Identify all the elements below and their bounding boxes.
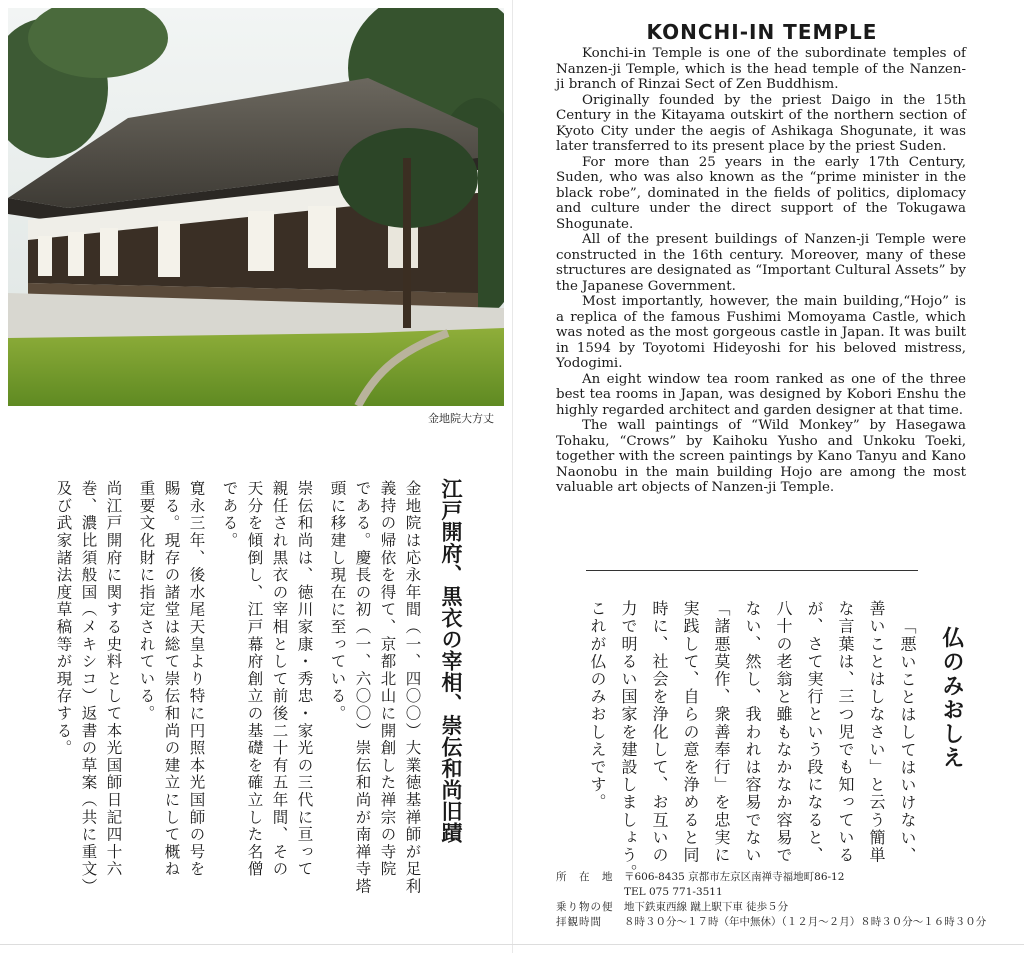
address-label: 所 在 地 (556, 871, 614, 883)
history-column-3: である。慶長の初（一、六〇〇）崇伝和尚が南禅寺塔 (353, 480, 372, 896)
history-column-10: 賜る。現存の諸堂は総て崇伝和尚の建立にして概ね (162, 480, 181, 878)
teaching-column-7: 「諸悪莫作、衆善奉行」を忠実に (712, 600, 731, 864)
teaching-title: 仏のみおしえ (939, 626, 964, 770)
telephone-value: TEL 075 771-3511 (624, 886, 723, 898)
section-divider (586, 570, 918, 571)
teaching-column-10: 力で明るい国家を建設しましょう。 (619, 600, 638, 882)
history-column-12: 尚江戸開府に関する史料として本光国師日記四十六 (104, 480, 123, 878)
history-column-5: 崇伝和尚は、徳川家康・秀忠・家光の三代に亘って (295, 480, 314, 878)
english-paragraph-5: Most importantly, however, the main building,“Hojo” is a replica of the famous Fushimi Momoyama Castle, which was noted as the most gorgeous castle in Japan. It was built in 1594 by Toyotomi Hideyoshi for his beloved mistress, Yodogimi. (556, 294, 966, 371)
history-title: 江戸開府、黒衣の宰相、崇伝和尚旧蹟 (439, 478, 463, 844)
hours-value: ８時３０分～１７時（年中無休）（１２月～２月）８時３０分～１６時３０分 (624, 916, 987, 928)
history-column-2: 義持の帰依を得て、京都北山に開創した禅宗の寺院 (378, 480, 397, 878)
teaching-column-8: 実践して、自らの意を浄めると同 (681, 600, 700, 864)
history-column-9: 寛永三年、後水尾天皇より特に円照本光国師の号を (187, 480, 206, 878)
address-value: 〒606-8435 京都市左京区南禅寺福地町86-12 (624, 871, 845, 883)
english-paragraph-6: An eight window tea room ranked as one of the three best tea rooms in Japan, was designed by Kobori Enshu the highly regarded architect and garden designer at that time. (556, 371, 966, 418)
english-title: KONCHI-IN TEMPLE (646, 20, 878, 44)
history-column-11: 重要文化財に指定されている。 (137, 480, 156, 723)
teaching-column-3: な言葉は、三つ児でも知っている (836, 600, 855, 864)
teaching-column-4: が、さて実行という段になると、 (805, 600, 824, 864)
teaching-column-2: 善いことはしなさい」と云う簡単 (867, 600, 886, 864)
history-column-13: 巻、濃比須般国（メキシコ）返書の草案（共に重文） (79, 480, 98, 896)
bottom-edge (0, 944, 1024, 945)
history-column-1: 金地院は応永年間（一、四〇〇）大業徳基禅師が足利 (403, 480, 422, 896)
history-column-7: 天分を傾倒し、江戸幕府創立の基礎を確立した名僧 (245, 480, 264, 878)
history-column-8: である。 (220, 480, 239, 550)
english-paragraph-3: For more than 25 years in the early 17th Century, Suden, who was also known as the “prime minister in the black robe”, dominated in the fields of politics, diplomacy and culture under the direct support of the Tokugawa Shogunate. (556, 154, 966, 232)
history-column-4: 頭に移建し現在に至っている。 (328, 480, 347, 723)
teaching-column-1: 「悪いことはしてはいけない、 (898, 618, 917, 865)
access-value: 地下鉄東西線 蹴上駅下車 徒歩５分 (624, 901, 789, 913)
english-paragraph-7: The wall paintings of “Wild Monkey” by Hasegawa Tohaku, “Crows” by Kaihoku Yusho and Unkoku Toeki, together with the screen paintings by Kano Tanyu and Kano Naonobu in the main building Hojo are among the most valuable art objects of Nanzen-ji Temple. (556, 418, 966, 495)
english-paragraph-4: All of the present buildings of Nanzen-ji Temple were constructed in the 16th century. Moreover, many of these structures are designated as “Important Cultural Assets” by the Japanese Government. (556, 232, 966, 294)
photo-caption: 金地院大方丈 (428, 412, 494, 425)
temple-photo (8, 8, 504, 406)
history-column-14: 及び武家諸法度草稿等が現存する。 (54, 480, 73, 757)
teaching-column-6: ない、然し、我われは容易でない (743, 600, 762, 864)
teaching-column-5: 八十の老翁と雖もなかなか容易で (774, 600, 793, 864)
english-body (556, 46, 966, 496)
center-fold (512, 0, 513, 953)
hours-label: 拝観時間 (556, 916, 602, 928)
english-paragraph-1: Konchi-in Temple is one of the subordinate temples of Nanzen-ji Temple, which is the head temple of the Nanzen-ji branch of Rinzai Sect of Zen Buddhism. (556, 46, 966, 92)
english-paragraph-2: Originally founded by the priest Daigo in the 15th Century in the Kitayama outskirt of the northern section of Kyoto City under the aegis of Ashikaga Shogunate, it was later transferred to its present place by the priest Suden. (556, 92, 966, 154)
teaching-column-9: 時に、社会を浄化して、お互いの (650, 600, 669, 864)
teaching-column-11: これが仏のみおしえです。 (588, 600, 607, 812)
visitor-info (556, 870, 986, 930)
history-column-6: 親任され黒衣の宰相として前後二十有五年間、その (270, 480, 289, 878)
access-label: 乗り物の便 (556, 901, 614, 913)
